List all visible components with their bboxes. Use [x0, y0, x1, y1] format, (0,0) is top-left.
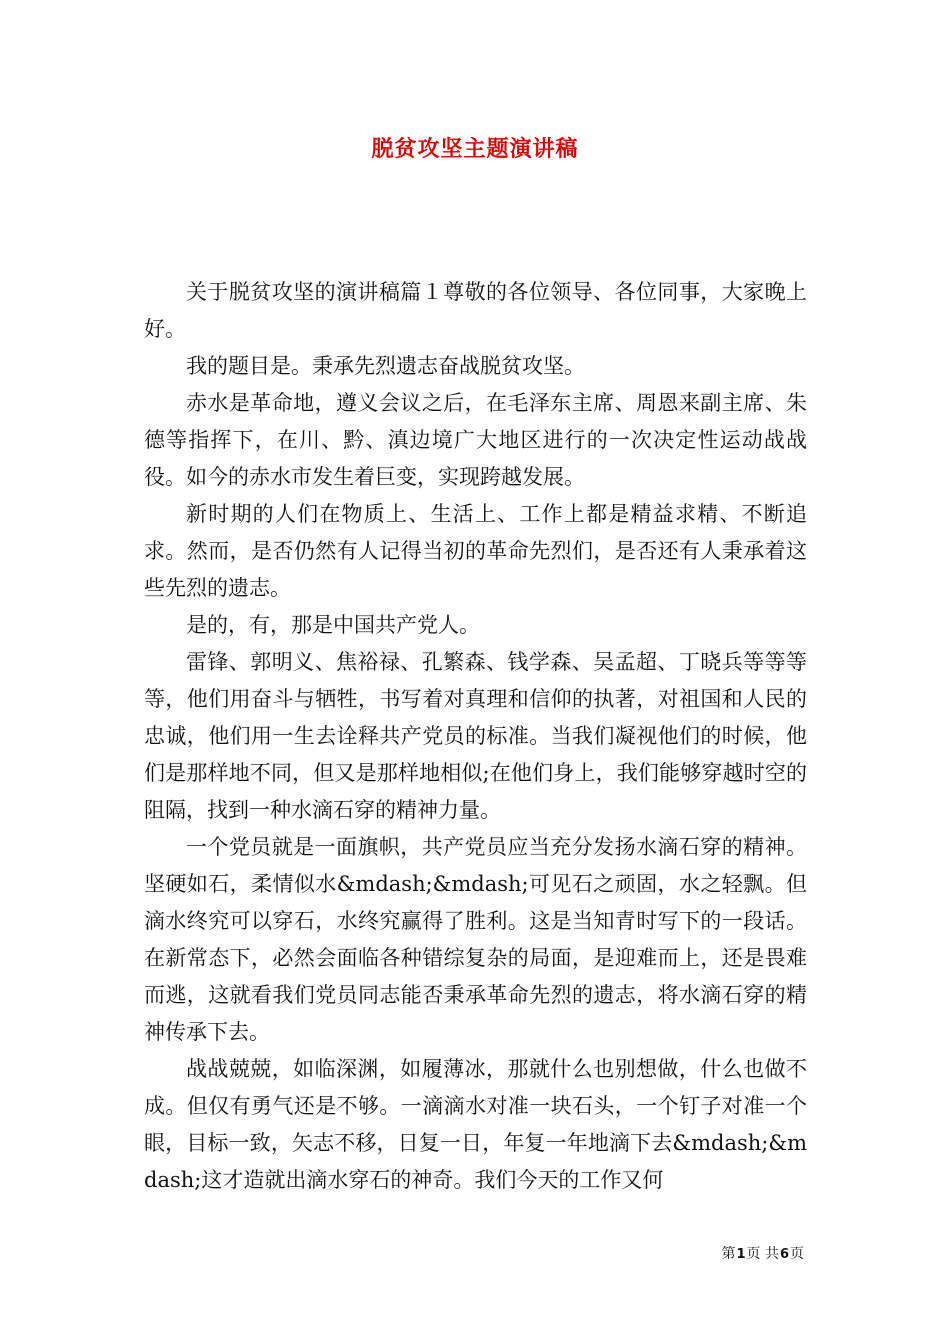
paragraph: 战战兢兢，如临深渊，如履薄冰，那就什么也别想做，什么也做不成。但仅有勇气还是不够。一滴滴水对准一块石头，一个钉子对准一个眼，目标一致，矢志不移，日复一日，年复一年地滴下去&mdash;&mdash;这才造就出滴水穿石的神奇。我们今天的工作又何 — [144, 1057, 807, 1192]
paragraph: 新时期的人们在物质上、生活上、工作上都是精益求精、不断追求。然而，是否仍然有人记得当初的革命先烈们，是否还有人秉承着这些先烈的遗志。 — [144, 502, 807, 600]
total-pages-number: 6 — [779, 1247, 789, 1262]
current-page-number: 1 — [736, 1247, 746, 1262]
document-title: 脱贫攻坚主题演讲稿 — [371, 136, 579, 162]
paragraph: 赤水是革命地，遵义会议之后，在毛泽东主席、周恩来副主席、朱德等指挥下，在川、黔、滇边境广大地区进行的一次决定性运动战战役。如今的赤水市发生着巨变，实现跨越发展。 — [144, 391, 807, 489]
footer-prefix: 第 — [721, 1246, 736, 1262]
paragraph: 关于脱贫攻坚的演讲稿篇１尊敬的各位领导、各位同事，大家晚上好。 — [144, 280, 807, 341]
paragraph: 雷锋、郭明义、焦裕禄、孔繁森、钱学森、吴孟超、丁晓兵等等等等，他们用奋斗与牺牲，书写着对真理和信仰的执著，对祖国和人民的忠诚，他们用一生去诠释共产党员的标准。当我们凝视他们的时候，他们是那样地不同，但又是那样地相似;在他们身上，我们能够穿越时空的阻隔，找到一种水滴石穿的精神力量。 — [144, 650, 807, 822]
footer-suffix: 页 — [790, 1246, 804, 1262]
paragraph: 是的，有，那是中国共产党人。 — [186, 613, 480, 637]
page-number-footer — [721, 1244, 804, 1265]
paragraph: 一个党员就是一面旗帜，共产党员应当充分发扬水滴石穿的精神。坚硬如石，柔情似水&mdash;&mdash;可见石之顽固，水之轻飘。但滴水终究可以穿石，水终究赢得了胜利。这是当知青时写下的一段话。在新常态下，必然会面临各种错综复杂的局面，是迎难而上，还是畏难而逃，这就看我们党员同志能否秉承革命先烈的遗志，将水滴石穿的精神传承下去。 — [144, 835, 807, 1044]
document-body — [144, 274, 807, 1199]
footer-middle: 页 共 — [746, 1246, 779, 1262]
paragraph: 我的题目是。秉承先烈遗志奋战脱贫攻坚。 — [186, 354, 585, 378]
